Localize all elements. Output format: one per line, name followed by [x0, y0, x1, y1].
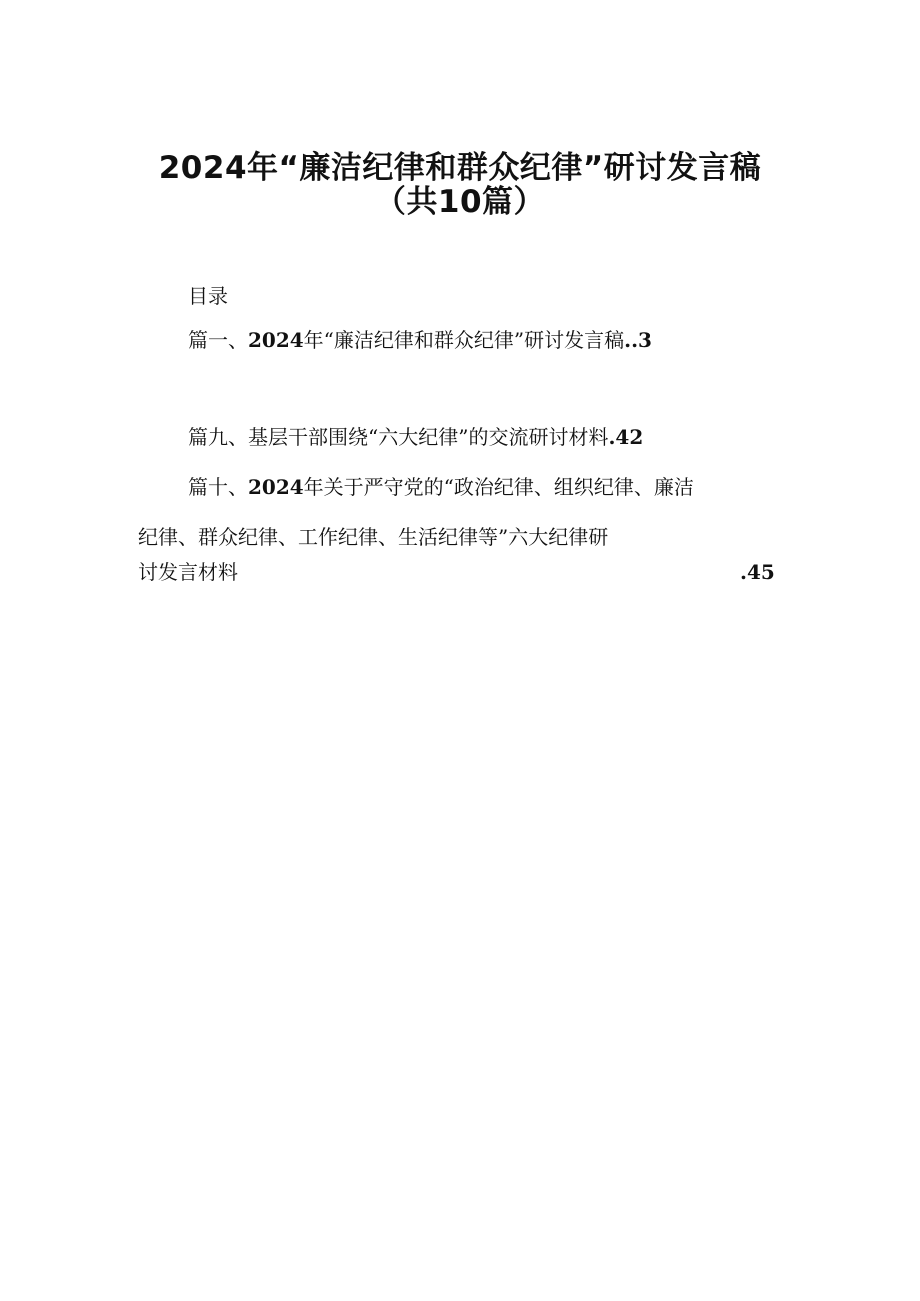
toc-entry-9-page: .42	[608, 425, 644, 449]
toc-entry-10-year: 2024	[248, 475, 304, 499]
toc-entry-1-text: 年“廉洁纪律和群众纪律”研讨发言稿	[303, 328, 625, 352]
toc-entry-9-text: 篇九、基层干部围绕“六大纪律”的交流研讨材料	[188, 425, 609, 449]
toc-entry-10-text-line1: 年关于严守党的“政治纪律、组织纪律、廉洁	[303, 475, 694, 499]
toc-entry-10-line3: 讨发言材料	[138, 560, 238, 584]
toc-entry-10-line2: 纪律、群众纪律、工作纪律、生活纪律等”六大纪律研	[138, 525, 609, 549]
toc-entry-1-year: 2024	[248, 328, 304, 352]
document-subtitle: （共10篇）	[374, 184, 546, 220]
toc-entry-9[interactable]	[188, 424, 643, 450]
toc-entry-10-page: .45	[740, 560, 775, 584]
toc-entry-1-page: ..3	[624, 328, 652, 352]
toc-entry-1-prefix: 篇一、	[188, 328, 248, 352]
document-title: 2024年“廉洁纪律和群众纪律”研讨发言稿	[158, 150, 762, 186]
toc-heading: 目录	[188, 284, 228, 308]
toc-entry-10[interactable]	[188, 474, 694, 500]
toc-entry-10-prefix: 篇十、	[188, 475, 248, 499]
toc-entry-1[interactable]	[188, 327, 652, 353]
